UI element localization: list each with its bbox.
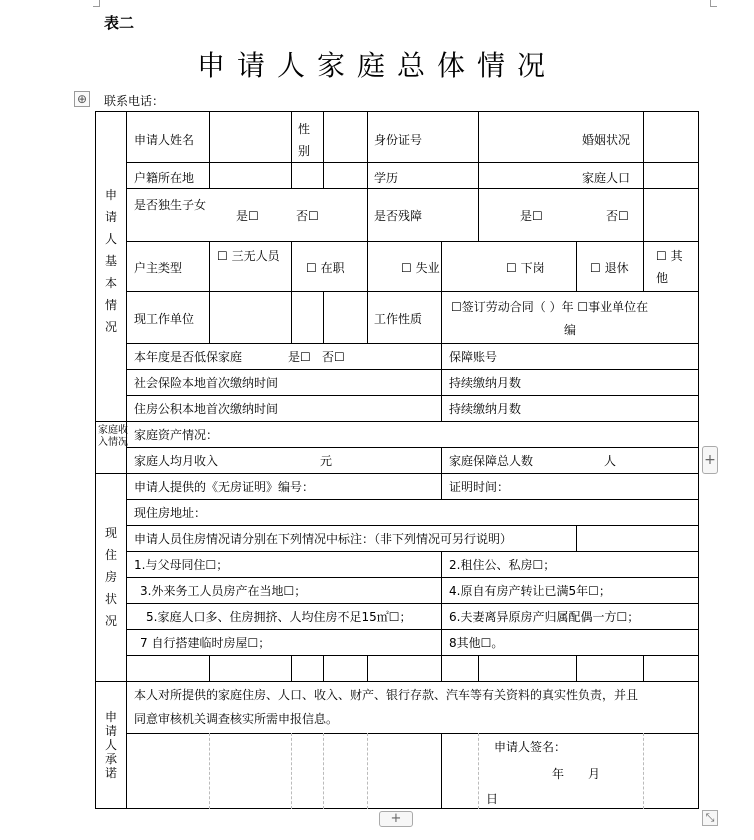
option-retired[interactable]: ☐ 退休 bbox=[590, 261, 629, 275]
label-work-nature: 工作性质 bbox=[374, 312, 423, 326]
table-move-icon[interactable]: ⊕ bbox=[74, 91, 90, 107]
label-cert-time: 证明时间： bbox=[449, 480, 510, 494]
housing-option-4[interactable]: 4.原自有房产转让已满5年☐； bbox=[449, 584, 611, 598]
crop-mark-right bbox=[710, 0, 717, 7]
table-resize-icon[interactable]: ⤡ bbox=[702, 810, 718, 826]
section-income: 家庭收入情况 bbox=[98, 425, 128, 448]
section-housing: 现住房状况 bbox=[104, 526, 117, 628]
label-household-type: 户主类型 bbox=[134, 261, 183, 275]
housing-option-3[interactable]: 3.外来务工人员房产在当地☐； bbox=[140, 584, 307, 598]
document-title: 申请人家庭总体情况 bbox=[196, 49, 557, 82]
label-marital-status: 婚姻状况 bbox=[582, 133, 631, 147]
option-sanwu[interactable]: ☐ 三无人员 bbox=[217, 249, 280, 263]
section-pledge: 申请人承诺 bbox=[104, 710, 117, 780]
label-total-secured: 家庭保障总人数 bbox=[449, 454, 534, 468]
label-gender: 性别 bbox=[298, 122, 311, 158]
label-id-number: 身份证号 bbox=[374, 133, 423, 147]
phone-label: 联系电话： bbox=[104, 94, 165, 108]
label-dibao: 本年度是否低保家庭 bbox=[134, 350, 243, 364]
label-family-count: 家庭人口 bbox=[582, 171, 631, 185]
crop-mark-left bbox=[93, 0, 100, 7]
contract-options-cont: 编 bbox=[564, 323, 577, 337]
option-employed[interactable]: ☐ 在职 bbox=[306, 261, 345, 275]
label-housing-fund-months: 持续缴纳月数 bbox=[449, 402, 522, 416]
option-other[interactable]: ☐ 其他 bbox=[656, 249, 683, 285]
label-date-day: 日 bbox=[486, 792, 499, 806]
label-education: 学历 bbox=[374, 171, 399, 185]
label-disabled: 是否残障 bbox=[374, 209, 423, 223]
pledge-text-line1: 本人对所提供的家庭住房、人口、收入、财产、银行存款、汽车等有关资料的真实性负责，并且 bbox=[134, 688, 639, 702]
label-work-unit: 现工作单位 bbox=[134, 312, 195, 326]
label-social-insurance-first: 社会保险本地首次缴纳时间 bbox=[134, 376, 279, 390]
label-applicant-name: 申请人姓名 bbox=[134, 133, 195, 147]
pledge-text-line2: 同意审核机关调查核实所需申报信息。 bbox=[134, 712, 339, 726]
label-no-house-cert: 申请人提供的《无房证明》编号： bbox=[134, 480, 315, 494]
housing-option-5[interactable]: 5.家庭人口多、住房拥挤、人均住房不足15㎡☐； bbox=[146, 610, 412, 624]
dibao-yes[interactable]: 是☐ bbox=[288, 350, 311, 364]
disabled-yes[interactable]: 是☐ bbox=[520, 209, 543, 223]
housing-option-7[interactable]: 7 自行搭建临时房屋☐； bbox=[140, 636, 271, 650]
label-social-insurance-months: 持续缴纳月数 bbox=[449, 376, 522, 390]
table-number-label: 表二 bbox=[104, 14, 135, 32]
housing-option-1[interactable]: 1.与父母同住☐； bbox=[134, 558, 229, 572]
housing-option-2[interactable]: 2.租住公、私房☐； bbox=[449, 558, 556, 572]
label-current-address: 现住房地址： bbox=[134, 506, 207, 520]
section-basic-info: 申请人基本情况 bbox=[104, 188, 117, 334]
unit-yuan: 元 bbox=[320, 454, 333, 468]
housing-option-8[interactable]: 8其他☐。 bbox=[449, 636, 504, 650]
add-column-icon[interactable]: + bbox=[702, 446, 718, 474]
label-per-capita-income: 家庭人均月收入 bbox=[134, 454, 219, 468]
add-row-icon[interactable]: + bbox=[379, 811, 413, 827]
housing-option-6[interactable]: 6.夫妻离异原房产归属配偶一方☐； bbox=[449, 610, 640, 624]
label-hukou: 户籍所在地 bbox=[134, 171, 195, 185]
label-signature: 申请人签名： bbox=[494, 740, 567, 754]
label-only-child: 是否独生子女 bbox=[134, 198, 207, 212]
contract-options[interactable]: ☐签订劳动合同（ ）年 ☐事业单位在 bbox=[451, 300, 649, 314]
label-housing-fund-first: 住房公积本地首次缴纳时间 bbox=[134, 402, 279, 416]
option-laid-off[interactable]: ☐ 下岗 bbox=[506, 261, 545, 275]
dibao-no[interactable]: 否☐ bbox=[322, 350, 345, 364]
only-child-yes[interactable]: 是☐ bbox=[236, 209, 259, 223]
label-security-account: 保障账号 bbox=[449, 350, 498, 364]
label-date-year-month: 年 月 bbox=[552, 767, 601, 781]
housing-instruction: 申请人员住房情况请分别在下列情况中标注：（非下列情况可另行说明） bbox=[134, 532, 513, 546]
unit-ren: 人 bbox=[604, 454, 617, 468]
application-form-table bbox=[95, 111, 699, 809]
label-family-assets: 家庭资产情况： bbox=[134, 428, 219, 442]
disabled-no[interactable]: 否☐ bbox=[606, 209, 629, 223]
option-unemployed[interactable]: ☐ 失业 bbox=[401, 261, 440, 275]
only-child-no[interactable]: 否☐ bbox=[296, 209, 319, 223]
